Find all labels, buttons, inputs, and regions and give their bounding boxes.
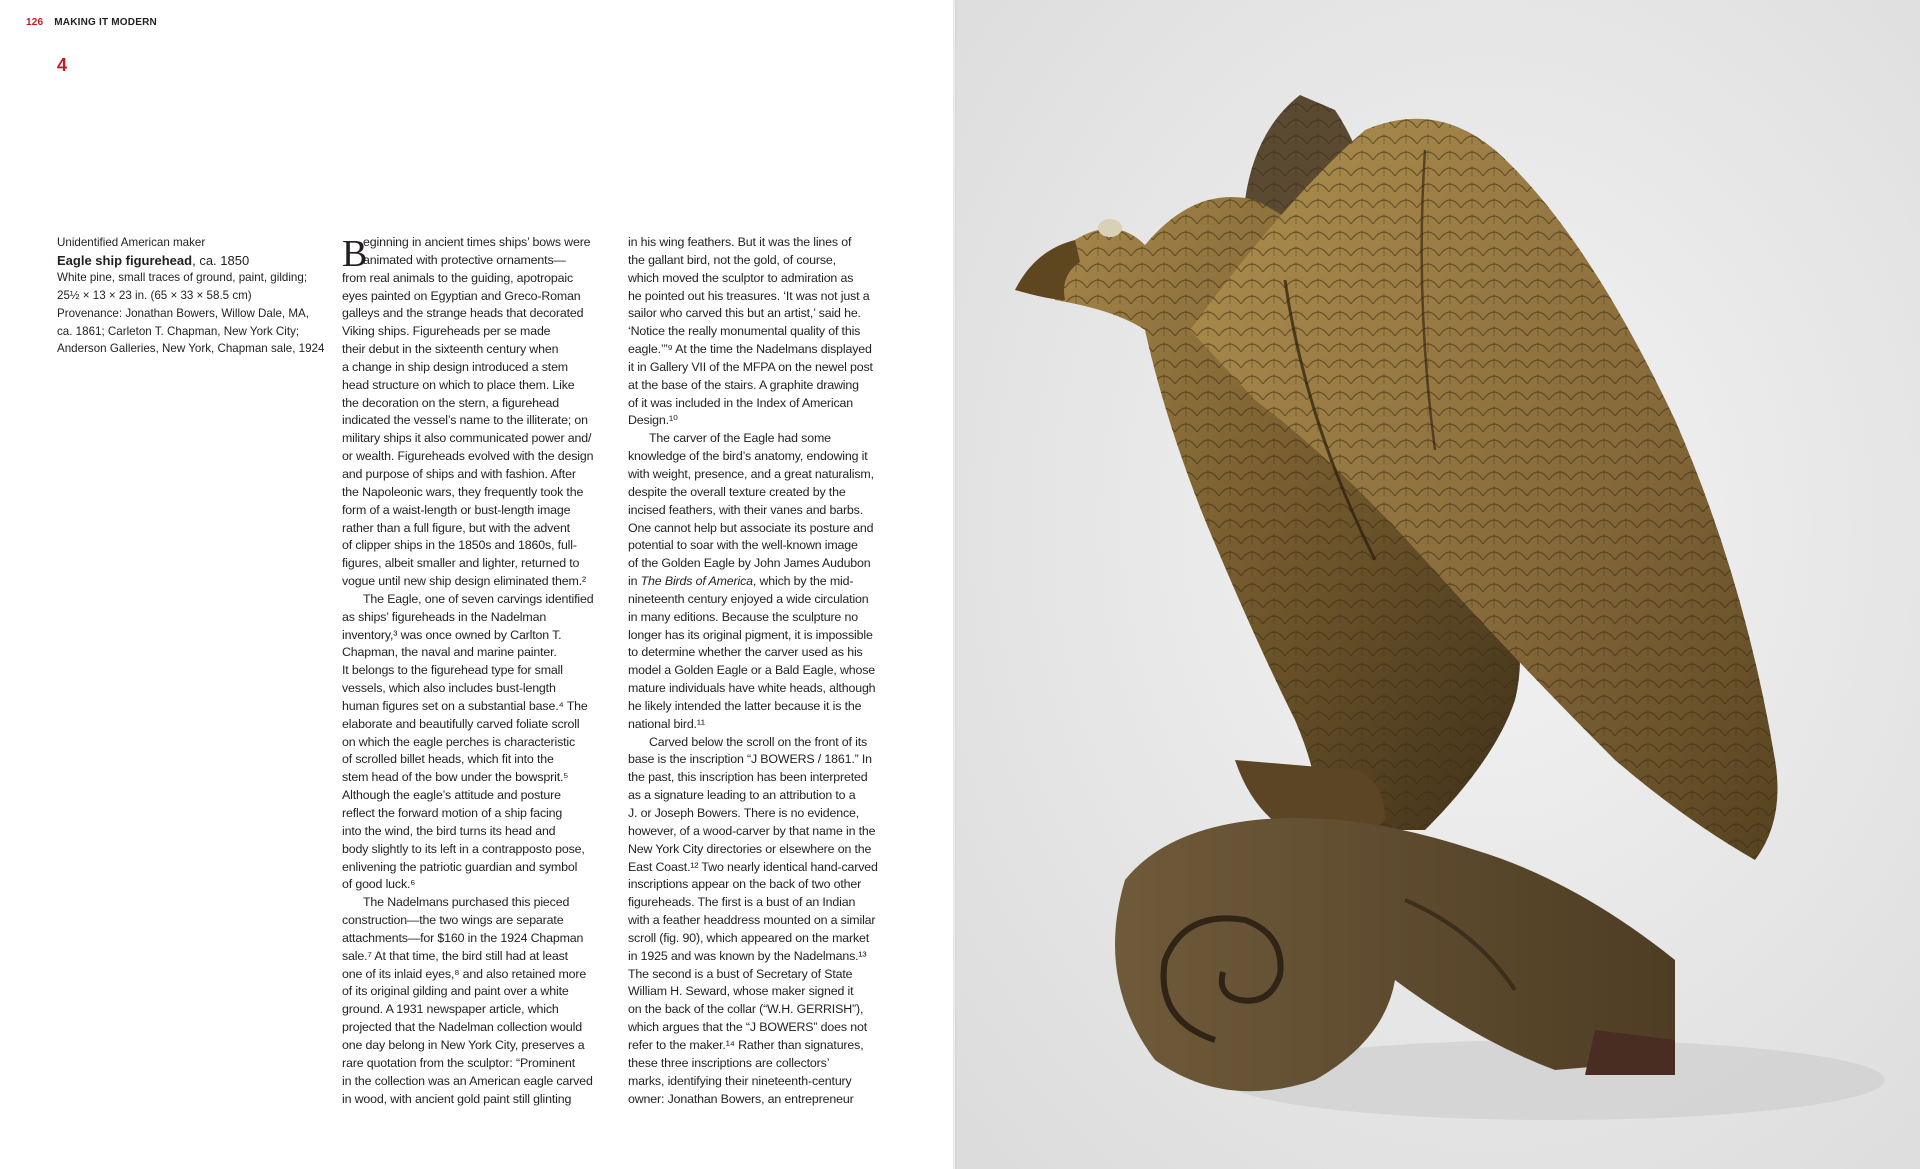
body-text-line: model a Golden Eagle or a Bald Eagle, whose bbox=[628, 663, 876, 678]
body-text-line: vogue until new ship design eliminated them.² bbox=[342, 574, 586, 589]
body-text-line: mature individuals have white heads, although bbox=[628, 681, 876, 696]
body-text-line: Although the eagle’s attitude and posture bbox=[342, 788, 561, 803]
body-text-line: William H. Seward, whose maker signed it bbox=[628, 984, 854, 999]
body-text-line: New York City directories or elsewhere on the bbox=[628, 841, 872, 856]
body-text-line: he pointed out his treasures. ‘It was not just a bbox=[628, 288, 870, 303]
body-text-line: figures, albeit smaller and lighter, returned to bbox=[342, 556, 580, 571]
body-text-line: eginning in ancient times ships’ bows were bbox=[363, 235, 591, 249]
body-text-line: of it was included in the Index of American bbox=[628, 395, 853, 410]
body-text-line: or wealth. Figureheads evolved with the design bbox=[342, 449, 594, 464]
body-text-line: in wood, with ancient gold paint still glinting bbox=[342, 1091, 572, 1106]
body-text-line: of its original gilding and paint over a white bbox=[342, 984, 569, 999]
body-text-line: which argues that the “J BOWERS” does not bbox=[628, 1020, 868, 1035]
text-page bbox=[0, 0, 955, 1169]
body-text-line: and purpose of ships and with fashion. After bbox=[342, 466, 576, 481]
body-text-line: Viking ships. Figureheads per se made bbox=[342, 324, 551, 339]
body-text-line: national bird.¹¹ bbox=[628, 716, 705, 731]
body-text-line: Chapman, the naval and marine painter. bbox=[342, 645, 557, 660]
body-text-line: indicated the vessel’s name to the illiterate; on bbox=[342, 413, 588, 428]
body-text-line: with a feather headdress mounted on a similar bbox=[628, 913, 876, 928]
body-text-line: East Coast.¹² Two nearly identical hand-carved bbox=[628, 859, 878, 874]
catalogue-number: 4 bbox=[57, 55, 68, 75]
body-text-line: rather than a full figure, but with the advent bbox=[342, 520, 570, 535]
body-text-line: he likely intended the latter because it is the bbox=[628, 698, 862, 713]
body-text-line: it in Gallery VII of the MFPA on the newel post bbox=[628, 359, 873, 374]
body-text-line: attachments—for $160 in the 1924 Chapman bbox=[342, 930, 584, 945]
body-text-line: projected that the Nadelman collection would bbox=[342, 1020, 582, 1035]
body-text-line: which moved the sculptor to admiration as bbox=[628, 270, 854, 285]
body-text-line: eagle.’”⁹ At the time the Nadelmans displayed bbox=[628, 342, 872, 357]
body-text-line: The carver of the Eagle had some bbox=[649, 431, 831, 446]
body-text-line: on which the eagle perches is characteristic bbox=[342, 734, 576, 749]
body-column-1 bbox=[342, 234, 610, 1108]
body-text-line: the past, this inscription has been interpreted bbox=[628, 770, 868, 785]
body-text-line: base is the inscription “J BOWERS / 1861.” In bbox=[628, 752, 872, 767]
eagle-eye bbox=[1098, 219, 1122, 237]
body-text-line: one of its inlaid eyes,⁸ and also retained more bbox=[342, 966, 587, 981]
body-text-line: these three inscriptions are collectors’ bbox=[628, 1055, 830, 1070]
page-number: 126 bbox=[26, 17, 44, 28]
body-text-line: knowledge of the bird’s anatomy, endowing it bbox=[628, 449, 868, 464]
body-text-line: The second is a bust of Secretary of State bbox=[628, 966, 853, 981]
body-text-line: longer has its original pigment, it is impossible bbox=[628, 627, 873, 642]
body-text-line: owner: Jonathan Bowers, an entrepreneur bbox=[628, 1091, 854, 1106]
body-text-line: inventory,³ was once owned by Carlton T. bbox=[342, 627, 562, 642]
body-text-line: at the base of the stairs. A graphite drawing bbox=[628, 377, 859, 392]
body-text-line: incised feathers, with their vanes and barbs. bbox=[628, 502, 864, 517]
body-text-line: into the wind, the bird turns its head and bbox=[342, 823, 556, 838]
body-text-line: elaborate and beautifully carved foliate scroll bbox=[342, 716, 580, 731]
caption-provenance-line: Anderson Galleries, New York, Chapman sale, 1924 bbox=[57, 342, 325, 356]
body-text-line: eyes painted on Egyptian and Greco-Roman bbox=[342, 288, 581, 303]
object-caption bbox=[57, 234, 327, 358]
body-text-line: sailor who carved this but an artist,’ said he. bbox=[628, 306, 861, 321]
body-text-line: body slightly to its left in a contrapposto pose, bbox=[342, 841, 585, 856]
section-title: MAKING IT MODERN bbox=[54, 17, 157, 28]
body-text-line: sale.⁷ At that time, the bird still had at least bbox=[342, 948, 568, 963]
caption-provenance-line: ca. 1861; Carleton T. Chapman, New York City; bbox=[57, 324, 300, 338]
drop-cap: B bbox=[342, 233, 368, 275]
body-text-line: inscriptions appear on the back of two other bbox=[628, 877, 862, 892]
body-text-line: of good luck.⁶ bbox=[342, 877, 416, 892]
body-text-line: Design.¹⁰ bbox=[628, 413, 678, 428]
body-text-line: ‘Notice the really monumental quality of this bbox=[628, 324, 861, 339]
body-text-line: in 1925 and was known by the Nadelmans.¹³ bbox=[628, 948, 867, 963]
body-text-line: to determine whether the carver used as his bbox=[628, 645, 863, 660]
body-text-line: stem head of the bow under the bowsprit.⁵ bbox=[342, 770, 569, 785]
body-text-line: from real animals to the guiding, apotropaic bbox=[342, 270, 574, 285]
caption-date: , ca. 1850 bbox=[192, 252, 250, 268]
body-text-line: of the Golden Eagle by John James Audubon bbox=[628, 556, 871, 571]
body-text-line: the Napoleonic wars, they frequently took the bbox=[342, 484, 584, 499]
body-text-line: military ships it also communicated power and/ bbox=[342, 431, 592, 446]
body-text-line: the gallant bird, not the gold, of course, bbox=[628, 252, 836, 267]
body-text-line: with weight, presence, and a great naturalism, bbox=[628, 466, 874, 481]
body-text-line: in the collection was an American eagle carved bbox=[342, 1073, 593, 1088]
body-text-line: One cannot help but associate its posture and bbox=[628, 520, 874, 535]
caption-medium-line: White pine, small traces of ground, paint, gilding; bbox=[57, 271, 308, 285]
caption-title: Eagle ship figurehead bbox=[57, 252, 193, 268]
body-text-line: The Eagle, one of seven carvings identified bbox=[363, 591, 594, 606]
body-text-line: in his wing feathers. But it was the lines of bbox=[628, 235, 852, 249]
body-text-line: human figures set on a substantial base.⁴ The bbox=[342, 698, 588, 713]
body-text-line: head structure on which to place them. Like bbox=[342, 377, 575, 392]
caption-provenance-line: Provenance: Jonathan Bowers, Willow Dale, MA, bbox=[57, 306, 309, 320]
body-text-line: nineteenth century enjoyed a wide circulation bbox=[628, 591, 869, 606]
body-text-line: scroll (fig. 90), which appeared on the market bbox=[628, 930, 870, 945]
book-title: The Birds of America bbox=[640, 574, 753, 589]
body-text-line: figureheads. The first is a bust of an Indian bbox=[628, 895, 856, 910]
body-text-line: It belongs to the figurehead type for small bbox=[342, 663, 563, 678]
body-text-line: as ships’ figureheads in the Nadelman bbox=[342, 609, 547, 624]
page-gutter bbox=[953, 0, 957, 1169]
body-text-line: refer to the maker.¹⁴ Rather than signatures, bbox=[628, 1037, 864, 1052]
body-text-line: of clipper ships in the 1850s and 1860s, full- bbox=[342, 538, 577, 553]
body-text-line: J. or Joseph Bowers. There is no evidence, bbox=[628, 806, 860, 820]
body-column-2 bbox=[628, 234, 898, 1108]
body-text-line: The Nadelmans purchased this pieced bbox=[363, 895, 570, 910]
eagle-figurehead-photo bbox=[955, 0, 1920, 1169]
body-text-line: form of a waist-length or bust-length image bbox=[342, 502, 571, 517]
body-text-line: their debut in the sixteenth century when bbox=[342, 342, 559, 357]
body-text-line: Carved below the scroll on the front of its bbox=[649, 734, 868, 749]
body-text-line: a change in ship design introduced a stem bbox=[342, 359, 568, 374]
body-text-line: as a signature leading to an attribution to a bbox=[628, 788, 856, 803]
body-text-line: in many editions. Because the sculpture no bbox=[628, 609, 858, 624]
caption-title-line bbox=[57, 252, 327, 270]
body-text-line: of scrolled billet heads, which fit into the bbox=[342, 752, 554, 767]
body-text-line: potential to soar with the well-known image bbox=[628, 538, 858, 553]
body-text-line: rare quotation from the sculptor: “Prominent bbox=[342, 1055, 576, 1070]
body-text-line: in The Birds of America, which by the mid- bbox=[628, 574, 854, 589]
running-head bbox=[26, 17, 157, 28]
body-text-line: despite the overall texture created by the bbox=[628, 484, 846, 499]
body-text-line: one day belong in New York City, preserves a bbox=[342, 1037, 585, 1052]
photo-page bbox=[955, 0, 1920, 1169]
body-text-line: galleys and the strange heads that decorated bbox=[342, 306, 584, 321]
body-text-line: animated with protective ornaments— bbox=[363, 252, 566, 267]
caption-dimensions-line: 25½ × 13 × 23 in. (65 × 33 × 58.5 cm) bbox=[57, 289, 252, 303]
body-text-line: however, of a wood-carver by that name in the bbox=[628, 823, 876, 838]
body-text-line: reflect the forward motion of a ship facing bbox=[342, 806, 563, 820]
body-text-line: ground. A 1931 newspaper article, which bbox=[342, 1002, 559, 1017]
body-text-line: construction—the two wings are separate bbox=[342, 913, 564, 928]
body-text-line: marks, identifying their nineteenth-century bbox=[628, 1073, 852, 1088]
body-text-line: on the back of the collar (“W.H. GERRISH”), bbox=[628, 1002, 864, 1017]
caption-maker: Unidentified American maker bbox=[57, 236, 206, 249]
body-text-line: enlivening the patriotic guardian and symbol bbox=[342, 859, 578, 874]
body-text-line: the decoration on the stern, a figurehead bbox=[342, 395, 560, 410]
body-text-line: vessels, which also includes bust-length bbox=[342, 681, 556, 696]
